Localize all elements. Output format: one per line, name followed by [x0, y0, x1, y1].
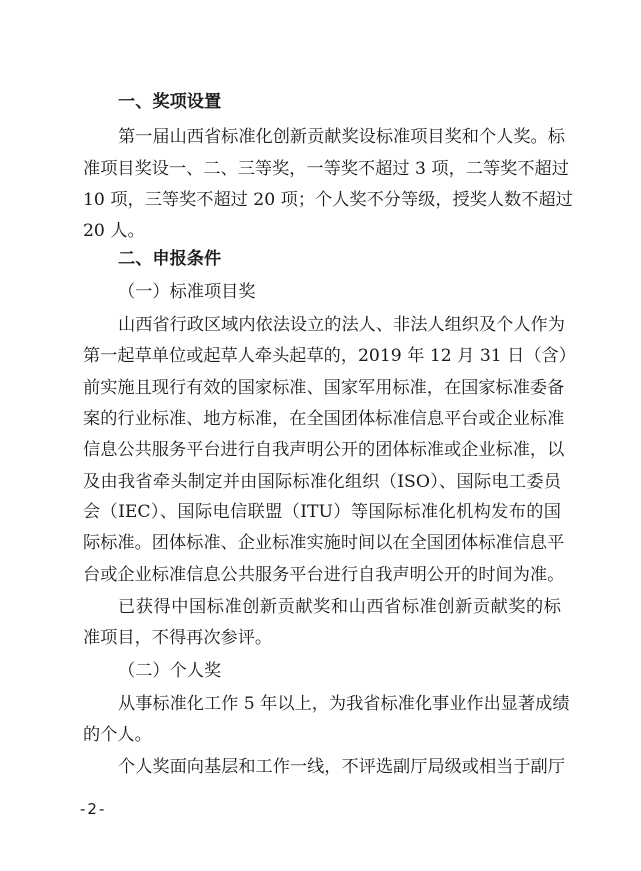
paragraph-line: 第一届山西省标准化创新贡献奖设标准项目奖和个人奖。标: [118, 127, 565, 147]
paragraph-line: 案的行业标准、地方标准，在全国团体标准信息平台或企业标准: [83, 409, 565, 429]
section-heading-conditions: 二、申报条件: [118, 249, 222, 269]
paragraph-line: 前实施且现行有效的国家标准、国家军用标准，在国家标准委备: [83, 378, 565, 398]
paragraph-line: 信息公共服务平台进行自我声明公开的团体标准或企业标准，以: [83, 440, 565, 460]
paragraph-line: 台或企业标准信息公共服务平台进行自我声明公开的时间为准。: [83, 565, 565, 585]
paragraph-line: 第一起草单位或起草人牵头起草的，2019 年 12 月 31 日（含）: [83, 346, 576, 366]
subsection-heading-project-award: （一）标准项目奖: [118, 282, 256, 302]
subsection-heading-individual-award: （二）个人奖: [118, 661, 222, 681]
paragraph-line: 及由我省牵头制定并由国际标准化组织（ISO）、国际电工委员: [83, 472, 561, 492]
paragraph-line: 山西省行政区域内依法设立的法人、非法人组织及个人作为: [118, 315, 565, 335]
paragraph-line: 10 项，三等奖不超过 20 项；个人奖不分等级，授奖人数不超过: [83, 190, 573, 210]
paragraph-line: 际标准。团体标准、企业标准实施时间以在全国团体标准信息平: [83, 533, 565, 553]
paragraph-line: 个人奖面向基层和工作一线，不评选副厅局级或相当于副厅: [118, 757, 565, 777]
paragraph-line: 已获得中国标准创新贡献奖和山西省标准创新贡献奖的标: [118, 597, 561, 617]
page-number: -2-: [80, 800, 107, 818]
paragraph-line: 准项目，不得再次参评。: [83, 628, 273, 648]
paragraph-line: 20 人。: [83, 221, 145, 241]
paragraph-line: 的个人。: [83, 725, 152, 745]
section-heading-awards: 一、奖项设置: [118, 92, 222, 112]
paragraph-line: 从事标准化工作 5 年以上，为我省标准化事业作出显著成绩: [118, 694, 570, 714]
paragraph-line: 会（IEC）、国际电信联盟（ITU）等国际标准化机构发布的国: [83, 502, 561, 522]
paragraph-line: 准项目奖设一、二、三等奖，一等奖不超过 3 项，二等奖不超过: [83, 159, 569, 179]
